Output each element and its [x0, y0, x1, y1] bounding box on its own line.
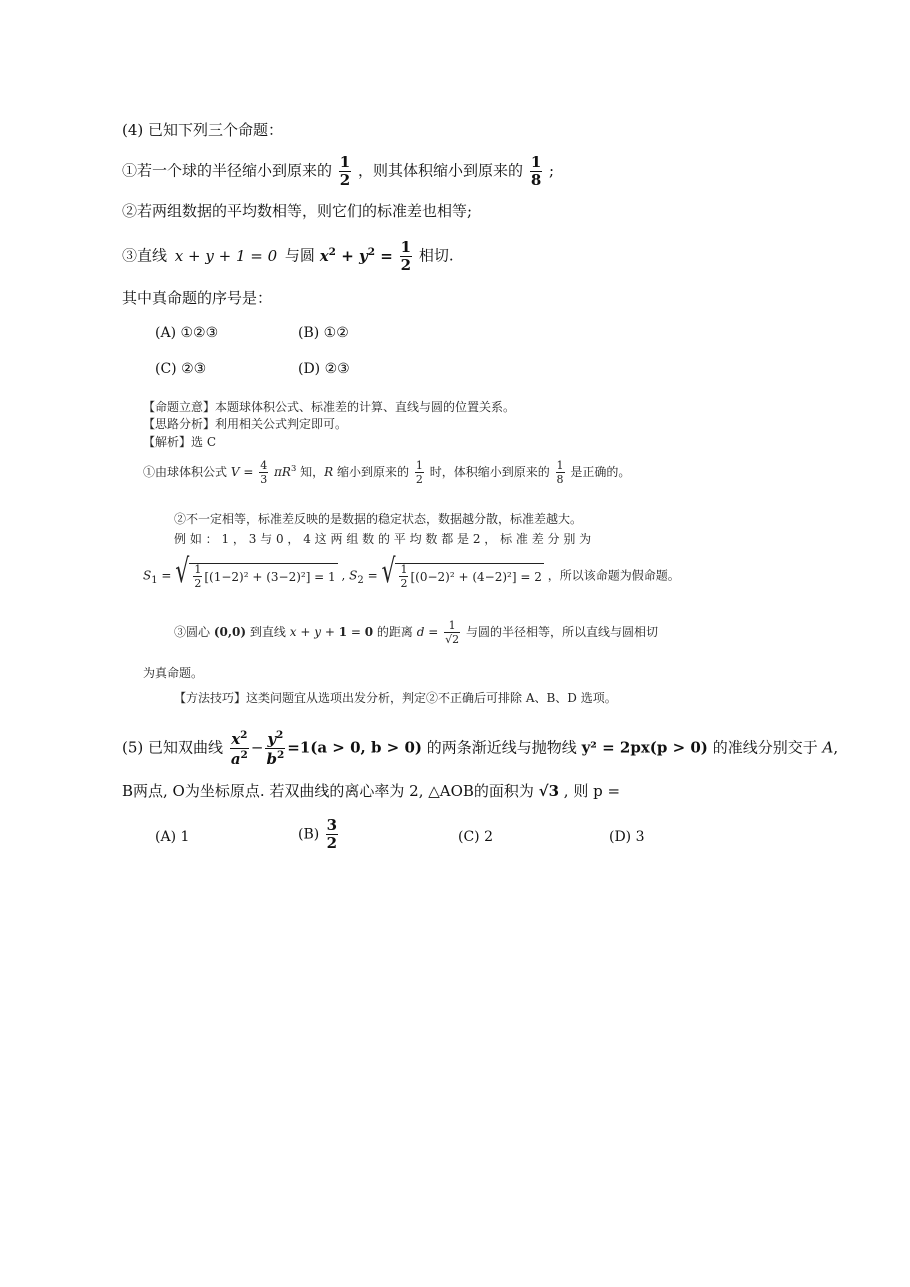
fraction-eighth-small: $\frac{1}{8}$ [556, 459, 564, 486]
parabola-equation: y² = 2px(p > 0) [581, 738, 708, 757]
fraction-half-small: $\frac{1}{2}$ [415, 459, 423, 486]
analysis-true: 为真命题。 [143, 666, 204, 680]
analysis-example: 例 如 ： 1 ， 3 与 0 ， 4 这 两 组 数 的 平 均 数 都 是 2 ， 标 准 差 分 别 为 [174, 532, 592, 546]
sqrt-s1: √ $\frac{1}{2}$ [(1−2)² + (3−2)²] = 1 [175, 553, 336, 591]
q4-proposition-3: ③直线 x + y + 1 = 0 与圆 $x^2 + y^2$ = $\frac{1}{2}$ 相切. [122, 238, 454, 274]
fraction-half: $\frac{1}{2}$ [339, 153, 351, 189]
analysis-point-2: ②不一定相等，标准差反映的是数据的稳定状态，数据越分散，标准差越大。 [174, 512, 583, 526]
q5-option-c[interactable]: (C) 2 [458, 829, 493, 845]
analysis-answer: 【解析】选 C [143, 435, 216, 449]
q5-line-2: B两点, O为坐标原点. 若双曲线的离心率为 2, △AOB的面积为 √3 , 则 p = [122, 782, 621, 800]
sqrt-s2: √ $\frac{1}{2}$ [(0−2)² + (4−2)²] = 2 [381, 553, 542, 591]
q4-intro: (4) 已知下列三个命题： [122, 121, 284, 139]
fraction-eighth: $\frac{1}{8}$ [530, 153, 542, 189]
q4-option-d[interactable]: (D) ②③ [298, 361, 350, 377]
q5-option-a[interactable]: (A) 1 [155, 829, 190, 845]
q4-option-a[interactable]: (A) ①②③ [155, 325, 219, 341]
analysis-point-1: ①由球体积公式 V = $\frac{4}{3}$ $\pi R^3$ 知，R 缩小到原来的 $\frac{1}{2}$ 时，体积缩小到原来的 $\frac{1}{8}$ 是正确的。 [143, 459, 631, 486]
q5-line-1: (5) 已知双曲线 $\frac{x^2}{a^2}$ − $\frac{y^2}{b^2}$ =1(a > 0, b > 0) 的两条渐近线与抛物线 y² = 2px(p > 0) 的准线分别交于 A, [122, 729, 839, 768]
circle-equation: $x^2 + y^2$ = [319, 245, 393, 265]
fraction-x2-a2: $\frac{x^2}{a^2}$ [230, 729, 248, 768]
analysis-approach: 【思路分析】利用相关公式判定即可。 [143, 417, 348, 431]
analysis-point-3: ③圆心 (0,0) 到直线 x + y + 1 = 0 的距离 d = $\frac{1}{√2}$ 与圆的半径相等，所以直线与圆相切 [174, 619, 658, 646]
fraction-one-over-sqrt2: $\frac{1}{√2}$ [445, 619, 460, 646]
fraction-half-circle: $\frac{1}{2}$ [400, 238, 412, 274]
analysis-std-dev: $S_1$ = √ $\frac{1}{2}$ [(1−2)² + (3−2)²] = 1 , $S_2$ = √ $\frac{1}{2}$ [(0−2)² + (4−2)²] = 2 ，所以该命题为假命题。 [143, 553, 680, 591]
fraction-four-thirds: $\frac{4}{3}$ [260, 459, 268, 486]
analysis-intent: 【命题立意】本题球体积公式、标准差的计算、直线与圆的位置关系。 [143, 400, 516, 414]
q5-option-d[interactable]: (D) 3 [609, 829, 645, 845]
q4-ask: 其中真命题的序号是： [122, 289, 273, 307]
q4-proposition-1: ①若一个球的半径缩小到原来的 $\frac{1}{2}$ ，则其体积缩小到原来的 $\frac{1}{8}$ ; [122, 153, 555, 189]
line-equation: x + y + 1 = 0 [174, 246, 278, 265]
q4-proposition-2: ②若两组数据的平均数相等，则它们的标准差也相等; [122, 202, 473, 220]
fraction-three-halves: $\frac{3}{2}$ [326, 816, 338, 852]
analysis-method: 【方法技巧】这类问题宜从选项出发分析，判定②不正确后可排除 A、B、D 选项。 [174, 691, 617, 705]
q4-option-c[interactable]: (C) ②③ [155, 361, 207, 377]
q4-option-b[interactable]: (B) ①② [298, 325, 349, 341]
fraction-y2-b2: $\frac{y^2}{b^2}$ [266, 729, 285, 768]
q5-option-b[interactable]: (B) $\frac{3}{2}$ [298, 816, 338, 852]
